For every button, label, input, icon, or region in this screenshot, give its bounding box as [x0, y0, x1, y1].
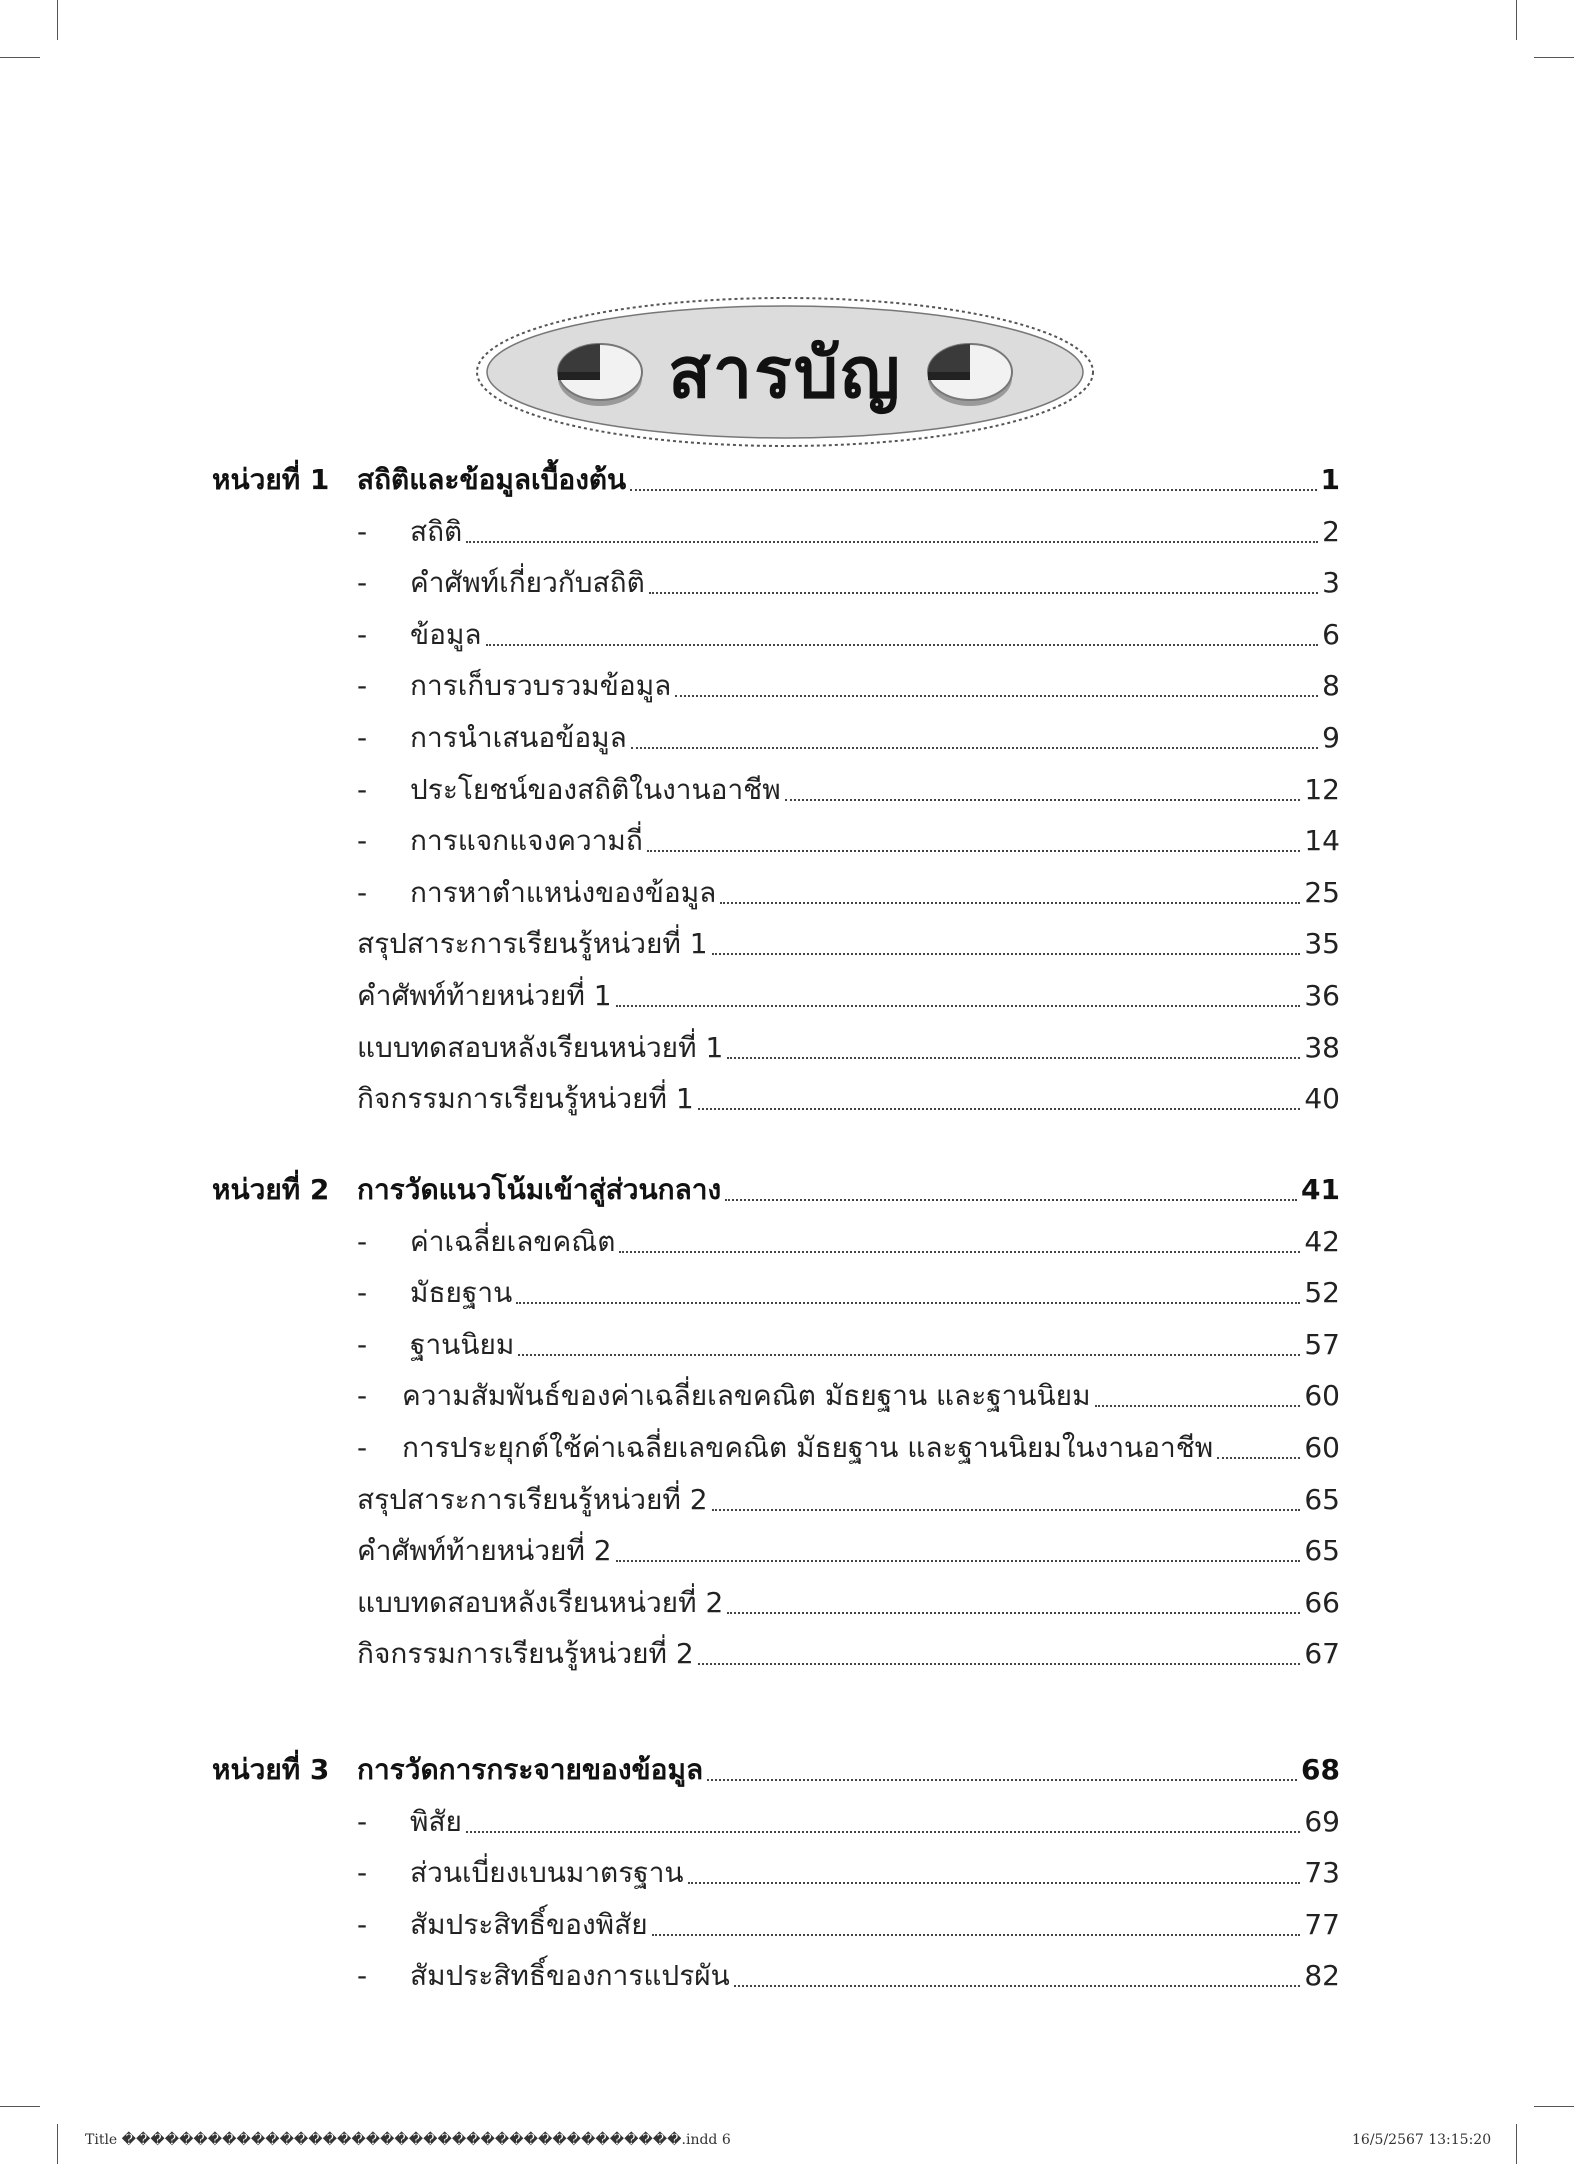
- dot-leader: [486, 644, 1319, 646]
- toc-topic-row[interactable]: [0, 666, 1574, 706]
- toc-topic-row[interactable]: [0, 563, 1574, 603]
- unit-entry: [357, 1170, 1340, 1210]
- topic-title: ความสัมพันธ์ของค่าเฉลี่ยเลขคณิต มัธยฐาน และฐานนิยม: [402, 1379, 1091, 1413]
- page-number: 82: [1304, 1959, 1340, 1993]
- toc-topic-row[interactable]: [0, 1905, 1574, 1945]
- dot-leader: [688, 1882, 1301, 1884]
- section-title: คำศัพท์ท้ายหน่วยที่ 2: [357, 1534, 612, 1568]
- unit-label: หน่วยที่ 2: [212, 1173, 330, 1206]
- topic-entry: [410, 1325, 1340, 1365]
- page-number: 25: [1304, 875, 1340, 909]
- unit-heading[interactable]: [0, 1170, 1574, 1210]
- dot-leader: [647, 850, 1301, 852]
- bullet-dash: -: [357, 1276, 368, 1310]
- dot-leader: [619, 1251, 1300, 1253]
- toc-topic-row[interactable]: [0, 1956, 1574, 1996]
- unit-title: การวัดแนวโน้มเข้าสู่ส่วนกลาง: [357, 1173, 722, 1206]
- page-number: 68: [1301, 1753, 1340, 1786]
- unit-heading[interactable]: [0, 460, 1574, 500]
- crop-mark: [1516, 2124, 1517, 2164]
- topic-entry: [410, 1802, 1340, 1842]
- pie-chart-icon: [920, 332, 1020, 412]
- dot-leader: [725, 1199, 1297, 1201]
- footer-datetime: 16/5/2567 13:15:20: [1352, 2132, 1492, 2148]
- section-title: สรุปสาระการเรียนรู้หน่วยที่ 1: [357, 927, 708, 961]
- bullet-dash: -: [357, 669, 368, 703]
- dot-leader: [727, 1057, 1300, 1059]
- section-entry: [357, 1634, 1340, 1674]
- section-title: แบบทดสอบหลังเรียนหน่วยที่ 1: [357, 1030, 724, 1064]
- page-number: 60: [1304, 1379, 1340, 1413]
- crop-mark: [0, 2106, 40, 2107]
- dot-leader: [518, 1354, 1300, 1356]
- topic-title: ข้อมูล: [410, 617, 482, 651]
- topic-title: การประยุกต์ใช้ค่าเฉลี่ยเลขคณิต มัธยฐาน และฐานนิยมในงานอาชีพ: [402, 1431, 1214, 1464]
- topic-entry: [410, 718, 1340, 758]
- dot-leader: [734, 1985, 1301, 1987]
- topic-title: การเก็บรวบรวมข้อมูล: [410, 669, 672, 703]
- toc-section-row[interactable]: [0, 1028, 1574, 1068]
- topic-entry: [410, 770, 1340, 810]
- dot-leader: [649, 592, 1318, 594]
- toc-section-row[interactable]: [0, 1079, 1574, 1119]
- dot-leader: [616, 1560, 1301, 1562]
- dot-leader: [516, 1302, 1300, 1304]
- section-title: สรุปสาระการเรียนรู้หน่วยที่ 2: [357, 1482, 708, 1516]
- unit-label: หน่วยที่ 3: [212, 1753, 330, 1786]
- crop-mark: [1516, 0, 1517, 40]
- topic-title: สถิติ: [410, 514, 463, 548]
- section-title: แบบทดสอบหลังเรียนหน่วยที่ 2: [357, 1585, 724, 1619]
- unit-title: สถิติและข้อมูลเบื้องต้น: [357, 463, 627, 496]
- page-number: 1: [1320, 463, 1340, 496]
- unit-title: การวัดการกระจายของข้อมูล: [357, 1753, 704, 1786]
- dot-leader: [712, 953, 1301, 955]
- toc-topic-row[interactable]: [0, 1325, 1574, 1365]
- section-entry: [357, 1583, 1340, 1623]
- dot-leader: [707, 1779, 1297, 1781]
- unit-entry: [357, 1750, 1340, 1790]
- topic-title: การแจกแจงความถี่: [410, 824, 643, 858]
- page-number: 12: [1304, 772, 1340, 806]
- toc-section-row[interactable]: [0, 976, 1574, 1016]
- toc-topic-row[interactable]: [0, 1428, 1574, 1468]
- page-number: 8: [1322, 669, 1340, 703]
- topic-title: การนำเสนอข้อมูล: [410, 721, 627, 754]
- section-entry: [357, 924, 1340, 964]
- title-banner: [470, 292, 1100, 452]
- section-title: กิจกรรมการเรียนรู้หน่วยที่ 1: [357, 1082, 694, 1116]
- topic-entry: [402, 1428, 1340, 1468]
- crop-mark: [57, 2124, 58, 2164]
- bullet-dash: -: [357, 1804, 368, 1838]
- dot-leader: [1095, 1405, 1301, 1407]
- topic-entry: [410, 512, 1340, 552]
- bullet-dash: -: [357, 566, 368, 600]
- toc-section-row[interactable]: [0, 1531, 1574, 1571]
- bullet-dash: -: [357, 1224, 368, 1258]
- dot-leader: [727, 1612, 1300, 1614]
- toc-topic-row[interactable]: [0, 512, 1574, 552]
- page-number: 36: [1304, 979, 1340, 1012]
- dot-leader: [631, 747, 1318, 749]
- section-title: คำศัพท์ท้ายหน่วยที่ 1: [357, 979, 612, 1012]
- page-number: 42: [1304, 1224, 1340, 1258]
- page-number: 38: [1304, 1030, 1340, 1064]
- page-number: 77: [1304, 1907, 1340, 1941]
- crop-mark: [0, 57, 40, 58]
- page-number: 60: [1304, 1431, 1340, 1464]
- toc-topic-row[interactable]: [0, 1222, 1574, 1262]
- bullet-dash: -: [357, 1327, 368, 1361]
- bullet-dash: -: [357, 1379, 368, 1413]
- topic-entry: [410, 873, 1340, 913]
- page-number: 69: [1304, 1804, 1340, 1838]
- topic-entry: [410, 563, 1340, 603]
- dot-leader: [785, 799, 1301, 801]
- toc-topic-row[interactable]: [0, 770, 1574, 810]
- unit-entry: [357, 460, 1340, 500]
- topic-entry: [410, 1222, 1340, 1262]
- dot-leader: [698, 1108, 1301, 1110]
- topic-title: สัมประสิทธิ์ของการแปรผัน: [410, 1959, 730, 1993]
- topic-title: สัมประสิทธิ์ของพิสัย: [410, 1907, 648, 1941]
- page-number: 9: [1322, 721, 1340, 754]
- dot-leader: [652, 1934, 1301, 1936]
- crop-mark: [57, 0, 58, 40]
- dot-leader: [675, 695, 1318, 697]
- dot-leader: [720, 902, 1300, 904]
- bullet-dash: -: [357, 1431, 368, 1464]
- toc-topic-row[interactable]: [0, 821, 1574, 861]
- topic-entry: [410, 615, 1340, 655]
- toc-topic-row[interactable]: [0, 1853, 1574, 1893]
- section-entry: [357, 976, 1340, 1016]
- topic-entry: [410, 1905, 1340, 1945]
- toc-topic-row[interactable]: [0, 718, 1574, 758]
- page-number: 41: [1301, 1173, 1340, 1206]
- bullet-dash: -: [357, 772, 368, 806]
- unit-heading[interactable]: [0, 1750, 1574, 1790]
- toc-topic-row[interactable]: [0, 615, 1574, 655]
- bullet-dash: -: [357, 617, 368, 651]
- page-number: 14: [1304, 824, 1340, 858]
- unit-label: หน่วยที่ 1: [212, 463, 330, 496]
- toc-topic-row[interactable]: [0, 1802, 1574, 1842]
- topic-entry: [410, 1273, 1340, 1313]
- section-entry: [357, 1480, 1340, 1520]
- topic-entry: [410, 1853, 1340, 1893]
- page-number: 40: [1304, 1082, 1340, 1116]
- topic-title: ค่าเฉลี่ยเลขคณิต: [410, 1224, 616, 1258]
- section-entry: [357, 1028, 1340, 1068]
- topic-entry: [410, 666, 1340, 706]
- toc-topic-row[interactable]: [0, 873, 1574, 913]
- topic-entry: [410, 1956, 1340, 1996]
- page-number: 35: [1304, 927, 1340, 961]
- page-number: 67: [1304, 1637, 1340, 1671]
- dot-leader: [1217, 1457, 1300, 1459]
- page-number: 2: [1322, 514, 1340, 548]
- crop-mark: [1534, 57, 1574, 58]
- bullet-dash: -: [357, 875, 368, 909]
- bullet-dash: -: [357, 824, 368, 858]
- bullet-dash: -: [357, 721, 368, 754]
- toc-section-row[interactable]: [0, 1480, 1574, 1520]
- toc-topic-row[interactable]: [0, 1376, 1574, 1416]
- topic-title: ฐานนิยม: [410, 1327, 515, 1361]
- dot-leader: [616, 1005, 1301, 1007]
- toc-section-row[interactable]: [0, 1634, 1574, 1674]
- page-number: 66: [1304, 1585, 1340, 1619]
- topic-entry: [410, 821, 1340, 861]
- page-number: 73: [1304, 1856, 1340, 1890]
- bullet-dash: -: [357, 514, 368, 548]
- page-number: 65: [1304, 1534, 1340, 1568]
- toc-section-row[interactable]: [0, 1583, 1574, 1623]
- crop-mark: [1534, 2106, 1574, 2107]
- bullet-dash: -: [357, 1856, 368, 1890]
- page-title: สารบัญ: [668, 331, 902, 414]
- section-entry: [357, 1531, 1340, 1571]
- dot-leader: [630, 489, 1316, 491]
- topic-title: คำศัพท์เกี่ยวกับสถิติ: [410, 566, 645, 600]
- dot-leader: [698, 1663, 1301, 1665]
- toc-topic-row[interactable]: [0, 1273, 1574, 1313]
- section-entry: [357, 1079, 1340, 1119]
- dot-leader: [712, 1509, 1301, 1511]
- dot-leader: [466, 541, 1318, 543]
- topic-entry: [402, 1376, 1340, 1416]
- page-number: 6: [1322, 617, 1340, 651]
- page-number: 3: [1322, 566, 1340, 600]
- topic-title: ส่วนเบี่ยงเบนมาตรฐาน: [410, 1856, 684, 1890]
- page-number: 57: [1304, 1327, 1340, 1361]
- bullet-dash: -: [357, 1959, 368, 1993]
- section-title: กิจกรรมการเรียนรู้หน่วยที่ 2: [357, 1637, 694, 1671]
- topic-title: การหาตำแหน่งของข้อมูล: [410, 875, 717, 909]
- bullet-dash: -: [357, 1907, 368, 1941]
- toc-section-row[interactable]: [0, 924, 1574, 964]
- topic-title: พิสัย: [410, 1804, 462, 1838]
- topic-title: ประโยชน์ของสถิติในงานอาชีพ: [410, 772, 781, 806]
- topic-title: มัธยฐาน: [410, 1276, 513, 1310]
- footer-file-slug: Title ���������������������������������������.indd 6: [85, 2132, 731, 2148]
- dot-leader: [466, 1831, 1300, 1833]
- page-number: 65: [1304, 1482, 1340, 1516]
- page-number: 52: [1304, 1276, 1340, 1310]
